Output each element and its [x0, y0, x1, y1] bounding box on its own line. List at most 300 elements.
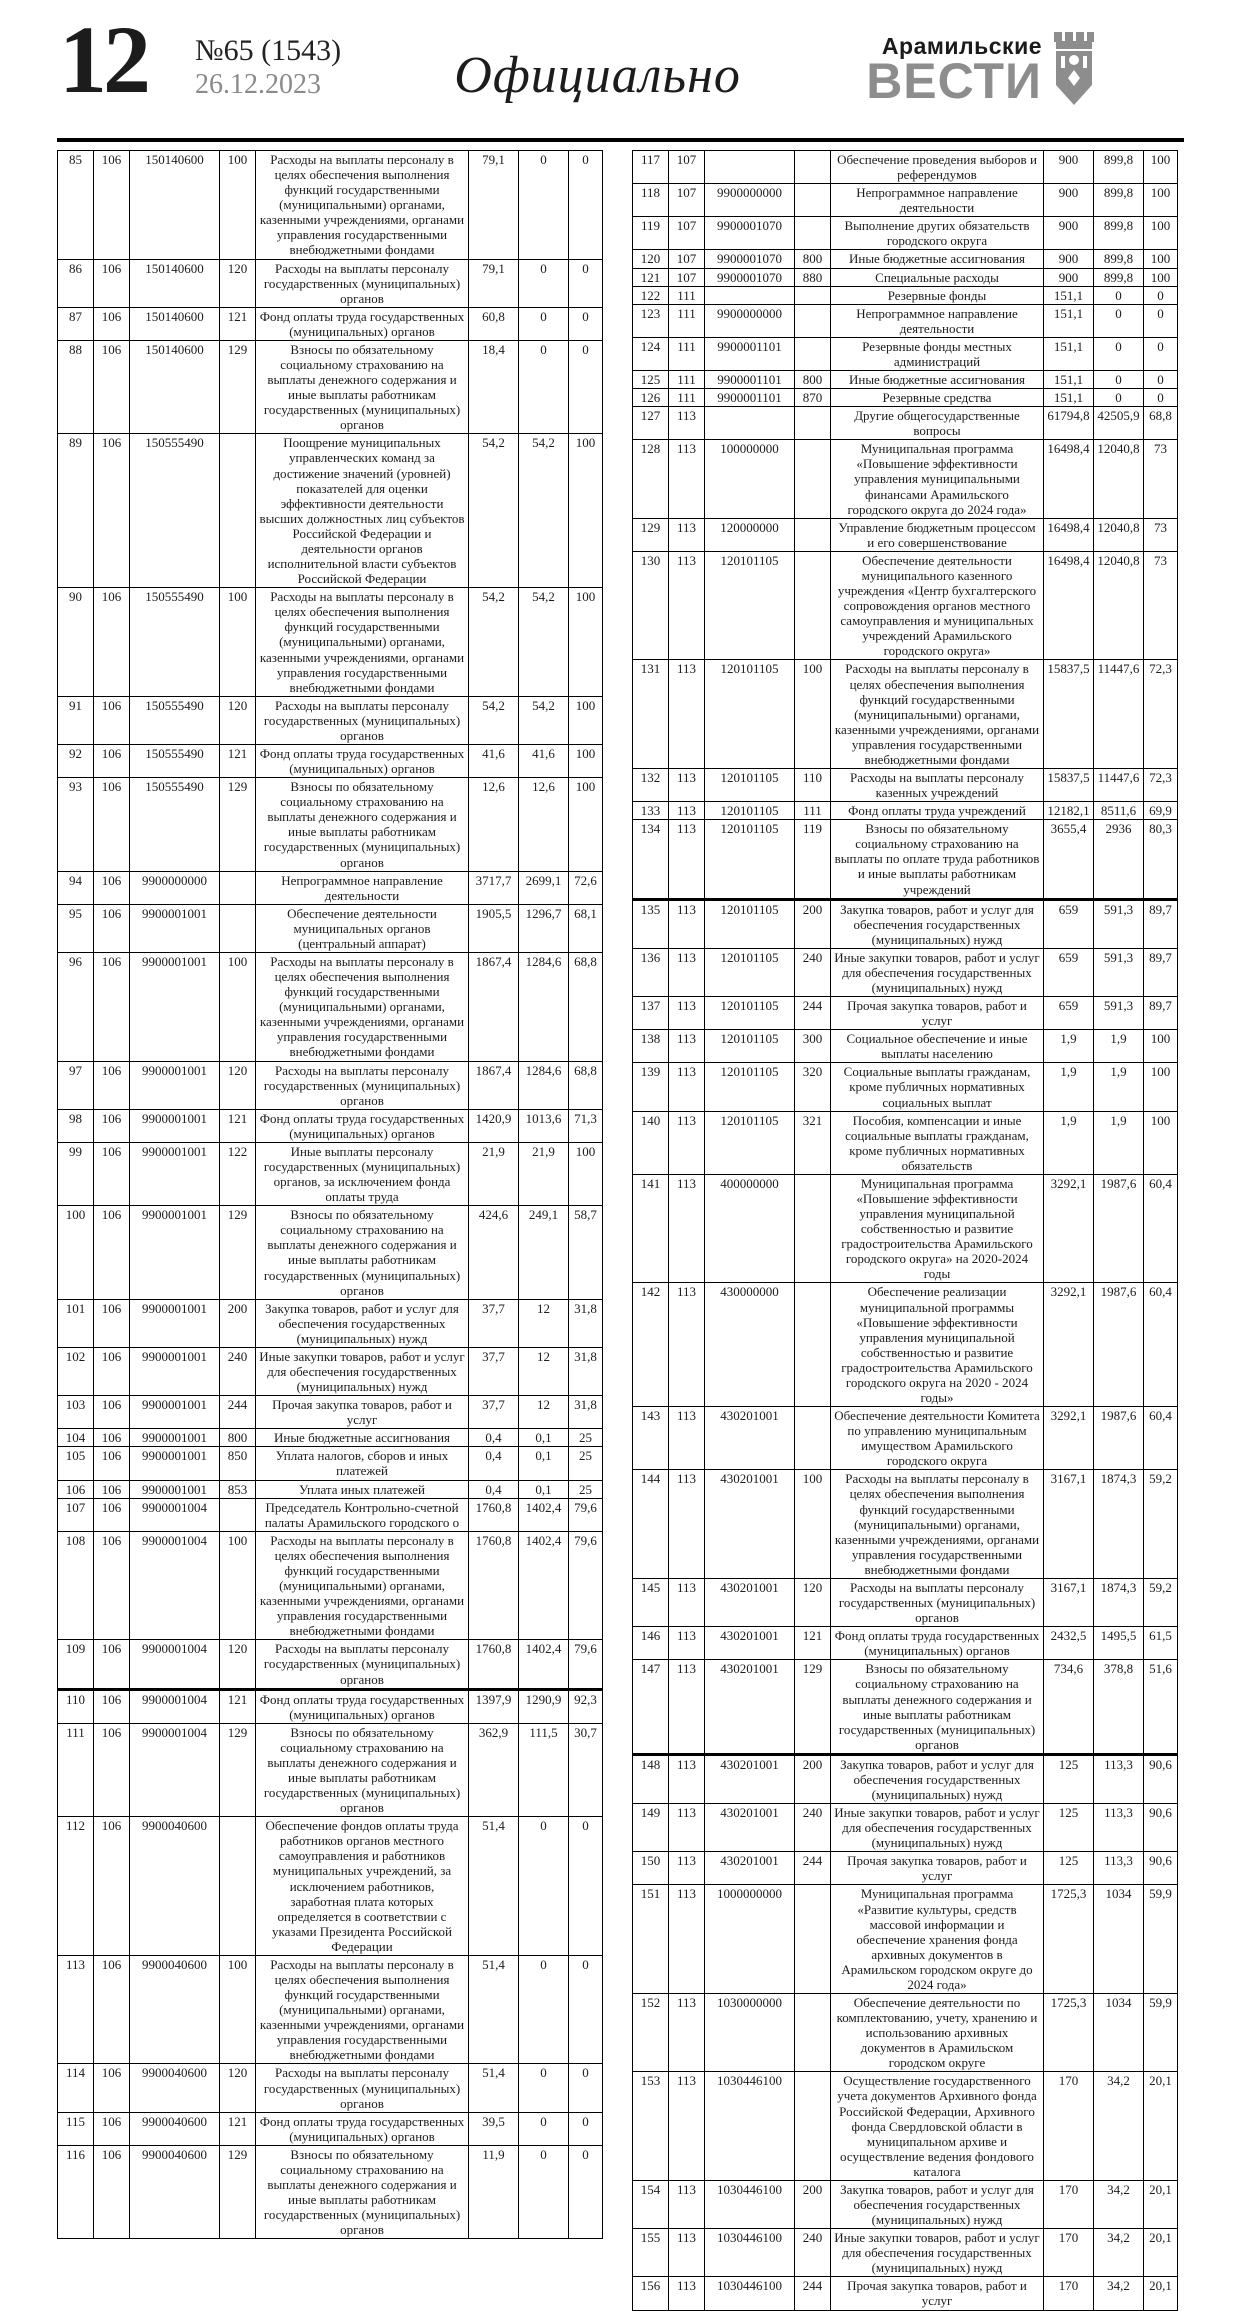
description-cell: Расходы на выплаты персоналу в целях обеспечения выполнения функций государственными (муниципальными) органами, казенными учреждениями, органами управления государственными внебюджетными фондами — [256, 952, 469, 1061]
description-cell: Иные закупки товаров, работ и услуг для обеспечения государственных (муниципальных) нужд — [831, 948, 1044, 996]
expense-type-code-cell: 240 — [795, 1804, 831, 1852]
target-item-code-cell: 9900001001 — [130, 952, 220, 1061]
chapter-code-cell: 107 — [669, 184, 705, 217]
target-item-code-cell: 120101105 — [705, 820, 795, 899]
table-row — [58, 1640, 603, 1689]
target-item-code-cell: 9900001001 — [130, 1429, 220, 1447]
percent-value-cell: 0 — [569, 2145, 603, 2238]
description-cell: Муниципальная программа «Повышение эффективности управления муниципальными финансами Арамильского городского округа до 2024 года» — [831, 440, 1044, 518]
expense-type-code-cell — [795, 2072, 831, 2181]
table-row — [58, 1498, 603, 1531]
budget-table-right-body — [633, 151, 1178, 2311]
table-row — [58, 2145, 603, 2238]
chapter-code-cell: 113 — [669, 899, 705, 948]
expense-type-code-cell: 129 — [220, 1206, 256, 1299]
description-cell: Уплата налогов, сборов и иных платежей — [256, 1447, 469, 1480]
table-row — [633, 1063, 1178, 1111]
fact-value-cell: 591,3 — [1094, 997, 1144, 1030]
expense-type-code-cell: 300 — [795, 1030, 831, 1063]
target-item-code-cell: 150140600 — [130, 340, 220, 433]
expense-type-code-cell: 853 — [220, 1480, 256, 1498]
plan-value-cell: 61794,8 — [1044, 407, 1094, 440]
row-number-cell: 134 — [633, 820, 669, 899]
expense-type-code-cell — [220, 1498, 256, 1531]
table-row — [58, 1429, 603, 1447]
expense-type-code-cell — [795, 551, 831, 660]
plan-value-cell: 1867,4 — [469, 1061, 519, 1109]
percent-value-cell: 68,1 — [569, 904, 603, 952]
fact-value-cell: 591,3 — [1094, 948, 1144, 996]
fact-value-cell: 0 — [519, 151, 569, 260]
percent-value-cell: 20,1 — [1144, 2229, 1178, 2277]
expense-type-code-cell: 240 — [795, 948, 831, 996]
target-item-code-cell: 9900001070 — [705, 217, 795, 250]
target-item-code-cell: 430201001 — [705, 1578, 795, 1626]
fact-value-cell: 12 — [519, 1396, 569, 1429]
row-number-cell: 101 — [58, 1299, 94, 1347]
target-item-code-cell: 430201001 — [705, 1804, 795, 1852]
table-row — [633, 2277, 1178, 2310]
fact-value-cell: 11447,6 — [1094, 660, 1144, 769]
percent-value-cell: 0 — [1144, 337, 1178, 370]
description-cell: Обеспечение деятельности Комитета по управлению муниципальным имуществом Арамильского городского округа — [831, 1407, 1044, 1470]
target-item-code-cell: 1030446100 — [705, 2180, 795, 2228]
chapter-code-cell: 106 — [94, 1142, 130, 1205]
percent-value-cell: 69,9 — [1144, 802, 1178, 820]
chapter-code-cell: 111 — [669, 304, 705, 337]
expense-type-code-cell: 244 — [795, 2277, 831, 2310]
expense-type-code-cell: 870 — [795, 389, 831, 407]
chapter-code-cell: 106 — [94, 1447, 130, 1480]
expense-type-code-cell: 129 — [220, 1723, 256, 1816]
description-cell: Специальные расходы — [831, 268, 1044, 286]
expense-type-code-cell — [795, 286, 831, 304]
fact-value-cell: 0 — [1094, 337, 1144, 370]
fact-value-cell: 0 — [1094, 389, 1144, 407]
fact-value-cell: 12,6 — [519, 778, 569, 871]
chapter-code-cell: 113 — [669, 660, 705, 769]
expense-type-code-cell: 129 — [220, 340, 256, 433]
percent-value-cell: 100 — [1144, 1063, 1178, 1111]
row-number-cell: 89 — [58, 434, 94, 588]
expense-type-code-cell — [220, 434, 256, 588]
plan-value-cell: 659 — [1044, 997, 1094, 1030]
fact-value-cell: 1495,5 — [1094, 1627, 1144, 1660]
chapter-code-cell: 106 — [94, 952, 130, 1061]
row-number-cell: 149 — [633, 1804, 669, 1852]
table-row — [633, 268, 1178, 286]
expense-type-code-cell: 121 — [220, 1689, 256, 1723]
chapter-code-cell: 106 — [94, 2145, 130, 2238]
budget-table-left-body — [58, 151, 603, 2239]
plan-value-cell: 54,2 — [469, 696, 519, 744]
chapter-code-cell: 111 — [669, 389, 705, 407]
fact-value-cell: 54,2 — [519, 696, 569, 744]
table-row — [633, 151, 1178, 184]
description-cell: Взносы по обязательному социальному страхованию на выплаты денежного содержания и иные выплаты работникам государственных (муниципальных) органов — [831, 1660, 1044, 1754]
fact-value-cell: 113,3 — [1094, 1852, 1144, 1885]
description-cell: Председатель Контрольно-счетной палаты Арамильского городского о — [256, 1498, 469, 1531]
target-item-code-cell: 9900001001 — [130, 1109, 220, 1142]
plan-value-cell: 1760,8 — [469, 1640, 519, 1689]
expense-type-code-cell: 244 — [795, 1852, 831, 1885]
plan-value-cell: 41,6 — [469, 744, 519, 777]
chapter-code-cell: 113 — [669, 1852, 705, 1885]
page-header — [57, 6, 1184, 134]
plan-value-cell: 79,1 — [469, 259, 519, 307]
table-row — [633, 1111, 1178, 1174]
percent-value-cell: 100 — [1144, 184, 1178, 217]
plan-value-cell: 170 — [1044, 2180, 1094, 2228]
description-cell: Обеспечение проведения выборов и референдумов — [831, 151, 1044, 184]
row-number-cell: 115 — [58, 2112, 94, 2145]
plan-value-cell: 734,6 — [1044, 1660, 1094, 1754]
plan-value-cell: 15837,5 — [1044, 768, 1094, 801]
fact-value-cell: 1874,3 — [1094, 1470, 1144, 1579]
chapter-code-cell: 106 — [94, 1299, 130, 1347]
expense-type-code-cell: 321 — [795, 1111, 831, 1174]
row-number-cell: 143 — [633, 1407, 669, 1470]
table-row — [58, 904, 603, 952]
description-cell: Иные бюджетные ассигнования — [831, 250, 1044, 268]
expense-type-code-cell — [220, 904, 256, 952]
chapter-code-cell: 106 — [94, 1531, 130, 1640]
chapter-code-cell: 113 — [669, 551, 705, 660]
description-cell: Расходы на выплаты персоналу в целях обеспечения выполнения функций государственными (муниципальными) органами, казенными учреждениями, органами управления государственными внебюджетными фондами — [256, 1955, 469, 2064]
chapter-code-cell: 113 — [669, 1030, 705, 1063]
table-row — [58, 259, 603, 307]
table-row — [58, 588, 603, 697]
fact-value-cell: 0,1 — [519, 1480, 569, 1498]
expense-type-code-cell — [795, 217, 831, 250]
percent-value-cell: 89,7 — [1144, 899, 1178, 948]
table-row — [58, 1396, 603, 1429]
table-row — [58, 1689, 603, 1723]
plan-value-cell: 151,1 — [1044, 371, 1094, 389]
fact-value-cell: 0 — [519, 259, 569, 307]
masthead-title-top: Арамильские — [881, 33, 1042, 59]
expense-type-code-cell: 120 — [795, 1578, 831, 1626]
plan-value-cell: 79,1 — [469, 151, 519, 260]
row-number-cell: 108 — [58, 1531, 94, 1640]
row-number-cell: 137 — [633, 997, 669, 1030]
plan-value-cell: 1760,8 — [469, 1531, 519, 1640]
table-row — [633, 768, 1178, 801]
table-row — [633, 802, 1178, 820]
row-number-cell: 111 — [58, 1723, 94, 1816]
row-number-cell: 92 — [58, 744, 94, 777]
chapter-code-cell: 113 — [669, 1754, 705, 1803]
plan-value-cell: 900 — [1044, 217, 1094, 250]
description-cell: Расходы на выплаты персоналу государственных (муниципальных) органов — [256, 1640, 469, 1689]
expense-type-code-cell: 100 — [795, 1470, 831, 1579]
chapter-code-cell: 111 — [669, 286, 705, 304]
fact-value-cell: 1,9 — [1094, 1063, 1144, 1111]
row-number-cell: 139 — [633, 1063, 669, 1111]
fact-value-cell: 899,8 — [1094, 184, 1144, 217]
percent-value-cell: 60,4 — [1144, 1407, 1178, 1470]
plan-value-cell: 1867,4 — [469, 952, 519, 1061]
target-item-code-cell: 120101105 — [705, 802, 795, 820]
percent-value-cell: 90,6 — [1144, 1852, 1178, 1885]
plan-value-cell: 0,4 — [469, 1429, 519, 1447]
fact-value-cell: 12040,8 — [1094, 551, 1144, 660]
chapter-code-cell: 113 — [669, 1660, 705, 1754]
plan-value-cell: 125 — [1044, 1804, 1094, 1852]
expense-type-code-cell: 200 — [795, 2180, 831, 2228]
expense-type-code-cell: 121 — [220, 1109, 256, 1142]
table-row — [633, 1283, 1178, 1407]
target-item-code-cell: 9900040600 — [130, 1955, 220, 2064]
chapter-code-cell: 113 — [669, 1804, 705, 1852]
table-row — [58, 778, 603, 871]
description-cell: Расходы на выплаты персоналу государственных (муниципальных) органов — [256, 259, 469, 307]
expense-type-code-cell: 120 — [220, 1640, 256, 1689]
target-item-code-cell: 9900001001 — [130, 1061, 220, 1109]
row-number-cell: 128 — [633, 440, 669, 518]
plan-value-cell: 1420,9 — [469, 1109, 519, 1142]
description-cell: Прочая закупка товаров, работ и услуг — [831, 997, 1044, 1030]
table-row — [58, 1206, 603, 1299]
table-row — [633, 1407, 1178, 1470]
target-item-code-cell: 430000000 — [705, 1283, 795, 1407]
plan-value-cell: 170 — [1044, 2229, 1094, 2277]
chapter-code-cell: 113 — [669, 1993, 705, 2071]
expense-type-code-cell: 100 — [220, 151, 256, 260]
chapter-code-cell: 106 — [94, 1429, 130, 1447]
description-cell: Иные выплаты персоналу государственных (муниципальных) органов, за исключением фонда оплаты труда — [256, 1142, 469, 1205]
expense-type-code-cell: 121 — [220, 2112, 256, 2145]
table-row — [633, 660, 1178, 769]
row-number-cell: 127 — [633, 407, 669, 440]
description-cell: Закупка товаров, работ и услуг для обеспечения государственных (муниципальных) нужд — [256, 1299, 469, 1347]
description-cell: Фонд оплаты труда учреждений — [831, 802, 1044, 820]
fact-value-cell: 1,9 — [1094, 1030, 1144, 1063]
description-cell: Расходы на выплаты персоналу государственных (муниципальных) органов — [256, 2064, 469, 2112]
description-cell: Муниципальная программа «Повышение эффективности управления муниципальной собственностью и развитие градостроительства Арамильского городского округа» на 2020-2024 годы — [831, 1174, 1044, 1283]
fact-value-cell: 111,5 — [519, 1723, 569, 1816]
plan-value-cell: 1,9 — [1044, 1063, 1094, 1111]
description-cell: Обеспечение деятельности муниципального казенного учреждения «Центр бухгалтерского сопровождения органов местного самоуправления и муниципальных учреждений Арамильского городского округа» — [831, 551, 1044, 660]
table-row — [633, 1578, 1178, 1626]
plan-value-cell: 51,4 — [469, 1817, 519, 1956]
row-number-cell: 110 — [58, 1689, 94, 1723]
row-number-cell: 96 — [58, 952, 94, 1061]
fact-value-cell: 1874,3 — [1094, 1578, 1144, 1626]
target-item-code-cell — [705, 286, 795, 304]
chapter-code-cell: 113 — [669, 440, 705, 518]
percent-value-cell: 68,8 — [1144, 407, 1178, 440]
plan-value-cell: 3717,7 — [469, 871, 519, 904]
table-row — [58, 1723, 603, 1816]
fact-value-cell: 899,8 — [1094, 250, 1144, 268]
chapter-code-cell: 113 — [669, 1111, 705, 1174]
percent-value-cell: 89,7 — [1144, 997, 1178, 1030]
plan-value-cell: 151,1 — [1044, 389, 1094, 407]
chapter-code-cell: 107 — [669, 268, 705, 286]
row-number-cell: 116 — [58, 2145, 94, 2238]
plan-value-cell: 39,5 — [469, 2112, 519, 2145]
plan-value-cell: 51,4 — [469, 2064, 519, 2112]
row-number-cell: 120 — [633, 250, 669, 268]
target-item-code-cell: 150555490 — [130, 696, 220, 744]
fact-value-cell: 12040,8 — [1094, 440, 1144, 518]
row-number-cell: 100 — [58, 1206, 94, 1299]
fact-value-cell: 1284,6 — [519, 952, 569, 1061]
plan-value-cell: 125 — [1044, 1852, 1094, 1885]
chapter-code-cell: 113 — [669, 948, 705, 996]
plan-value-cell: 125 — [1044, 1754, 1094, 1803]
target-item-code-cell: 120101105 — [705, 551, 795, 660]
description-cell: Взносы по обязательному социальному страхованию на выплаты денежного содержания и иные выплаты работникам государственных (муниципальных) органов — [256, 2145, 469, 2238]
description-cell: Прочая закупка товаров, работ и услуг — [831, 1852, 1044, 1885]
chapter-code-cell: 106 — [94, 340, 130, 433]
percent-value-cell: 61,5 — [1144, 1627, 1178, 1660]
row-number-cell: 105 — [58, 1447, 94, 1480]
chapter-code-cell: 106 — [94, 696, 130, 744]
target-item-code-cell: 150140600 — [130, 307, 220, 340]
fact-value-cell: 34,2 — [1094, 2229, 1144, 2277]
fact-value-cell: 8511,6 — [1094, 802, 1144, 820]
expense-type-code-cell — [795, 337, 831, 370]
row-number-cell: 106 — [58, 1480, 94, 1498]
description-cell: Фонд оплаты труда государственных (муниципальных) органов — [256, 1689, 469, 1723]
description-cell: Непрограммное направление деятельности — [831, 304, 1044, 337]
percent-value-cell: 59,9 — [1144, 1885, 1178, 1994]
row-number-cell: 102 — [58, 1347, 94, 1395]
target-item-code-cell: 400000000 — [705, 1174, 795, 1283]
percent-value-cell: 0 — [569, 1817, 603, 1956]
table-row — [633, 1852, 1178, 1885]
expense-type-code-cell: 120 — [220, 696, 256, 744]
chapter-code-cell: 106 — [94, 1955, 130, 2064]
expense-type-code-cell — [220, 1817, 256, 1956]
chapter-code-cell: 106 — [94, 1689, 130, 1723]
table-row — [58, 340, 603, 433]
fact-value-cell: 378,8 — [1094, 1660, 1144, 1754]
row-number-cell: 135 — [633, 899, 669, 948]
chapter-code-cell: 106 — [94, 1723, 130, 1816]
row-number-cell: 103 — [58, 1396, 94, 1429]
description-cell: Муниципальная программа «Развитие культуры, средств массовой информации и обеспечение хранения фонда архивных документов в Арамильском городском округе до 2024 года» — [831, 1885, 1044, 1994]
table-row — [633, 1660, 1178, 1754]
table-row — [58, 1955, 603, 2064]
target-item-code-cell: 430201001 — [705, 1754, 795, 1803]
fact-value-cell: 1284,6 — [519, 1061, 569, 1109]
fact-value-cell: 899,8 — [1094, 268, 1144, 286]
target-item-code-cell: 1000000000 — [705, 1885, 795, 1994]
percent-value-cell: 59,2 — [1144, 1470, 1178, 1579]
table-row — [58, 2064, 603, 2112]
table-row — [633, 2229, 1178, 2277]
percent-value-cell: 0 — [1144, 304, 1178, 337]
table-row — [58, 952, 603, 1061]
fact-value-cell: 2699,1 — [519, 871, 569, 904]
plan-value-cell: 12,6 — [469, 778, 519, 871]
row-number-cell: 90 — [58, 588, 94, 697]
chapter-code-cell: 113 — [669, 1407, 705, 1470]
row-number-cell: 154 — [633, 2180, 669, 2228]
fact-value-cell: 0 — [519, 1955, 569, 2064]
percent-value-cell: 58,7 — [569, 1206, 603, 1299]
description-cell: Осуществление государственного учета документов Архивного фонда Российской Федерации, Архивного фонда Свердловской области в муниципальном архиве и осуществление ведения фондового каталога — [831, 2072, 1044, 2181]
expense-type-code-cell: 129 — [220, 778, 256, 871]
percent-value-cell: 0 — [569, 307, 603, 340]
fact-value-cell: 899,8 — [1094, 217, 1144, 250]
target-item-code-cell: 120000000 — [705, 518, 795, 551]
description-cell: Уплата иных платежей — [256, 1480, 469, 1498]
description-cell: Другие общегосударственные вопросы — [831, 407, 1044, 440]
row-number-cell: 126 — [633, 389, 669, 407]
row-number-cell: 145 — [633, 1578, 669, 1626]
row-number-cell: 144 — [633, 1470, 669, 1579]
description-cell: Иные бюджетные ассигнования — [831, 371, 1044, 389]
plan-value-cell: 60,8 — [469, 307, 519, 340]
target-item-code-cell: 9900001101 — [705, 389, 795, 407]
chapter-code-cell: 113 — [669, 820, 705, 899]
table-row — [58, 1531, 603, 1640]
target-item-code-cell: 9900000000 — [705, 304, 795, 337]
target-item-code-cell: 9900001001 — [130, 1480, 220, 1498]
fact-value-cell: 113,3 — [1094, 1754, 1144, 1803]
fact-value-cell: 1402,4 — [519, 1640, 569, 1689]
header-divider — [57, 138, 1184, 142]
chapter-code-cell: 106 — [94, 1396, 130, 1429]
row-number-cell: 119 — [633, 217, 669, 250]
row-number-cell: 140 — [633, 1111, 669, 1174]
chapter-code-cell: 106 — [94, 1347, 130, 1395]
plan-value-cell: 170 — [1044, 2277, 1094, 2310]
row-number-cell: 136 — [633, 948, 669, 996]
plan-value-cell: 16498,4 — [1044, 551, 1094, 660]
target-item-code-cell: 120101105 — [705, 1111, 795, 1174]
table-row — [58, 871, 603, 904]
expense-type-code-cell: 121 — [795, 1627, 831, 1660]
expense-type-code-cell: 100 — [220, 1531, 256, 1640]
chapter-code-cell: 106 — [94, 1480, 130, 1498]
expense-type-code-cell — [795, 1283, 831, 1407]
fact-value-cell: 54,2 — [519, 434, 569, 588]
plan-value-cell: 1725,3 — [1044, 1885, 1094, 1994]
target-item-code-cell — [705, 407, 795, 440]
description-cell: Обеспечение фондов оплаты труда работников органов местного самоуправления и работников муниципальных учреждений, за исключением работников, заработная плата которых определяется в соответствии с указами Президента Российской Федерации — [256, 1817, 469, 1956]
plan-value-cell: 1905,5 — [469, 904, 519, 952]
description-cell: Фонд оплаты труда государственных (муниципальных) органов — [256, 2112, 469, 2145]
plan-value-cell: 54,2 — [469, 588, 519, 697]
percent-value-cell: 71,3 — [569, 1109, 603, 1142]
budget-table-right — [632, 150, 1178, 2311]
target-item-code-cell: 100000000 — [705, 440, 795, 518]
percent-value-cell: 31,8 — [569, 1347, 603, 1395]
chapter-code-cell: 106 — [94, 259, 130, 307]
expense-type-code-cell: 100 — [220, 952, 256, 1061]
chapter-code-cell: 106 — [94, 871, 130, 904]
target-item-code-cell: 9900040600 — [130, 2112, 220, 2145]
issue-block — [195, 34, 341, 101]
table-row — [633, 1993, 1178, 2071]
target-item-code-cell: 9900040600 — [130, 2064, 220, 2112]
plan-value-cell: 0,4 — [469, 1480, 519, 1498]
percent-value-cell: 100 — [1144, 1030, 1178, 1063]
target-item-code-cell: 430201001 — [705, 1407, 795, 1470]
chapter-code-cell: 111 — [669, 371, 705, 389]
plan-value-cell: 1,9 — [1044, 1030, 1094, 1063]
plan-value-cell: 18,4 — [469, 340, 519, 433]
chapter-code-cell: 106 — [94, 307, 130, 340]
expense-type-code-cell: 200 — [220, 1299, 256, 1347]
table-row — [633, 948, 1178, 996]
fact-value-cell: 1013,6 — [519, 1109, 569, 1142]
